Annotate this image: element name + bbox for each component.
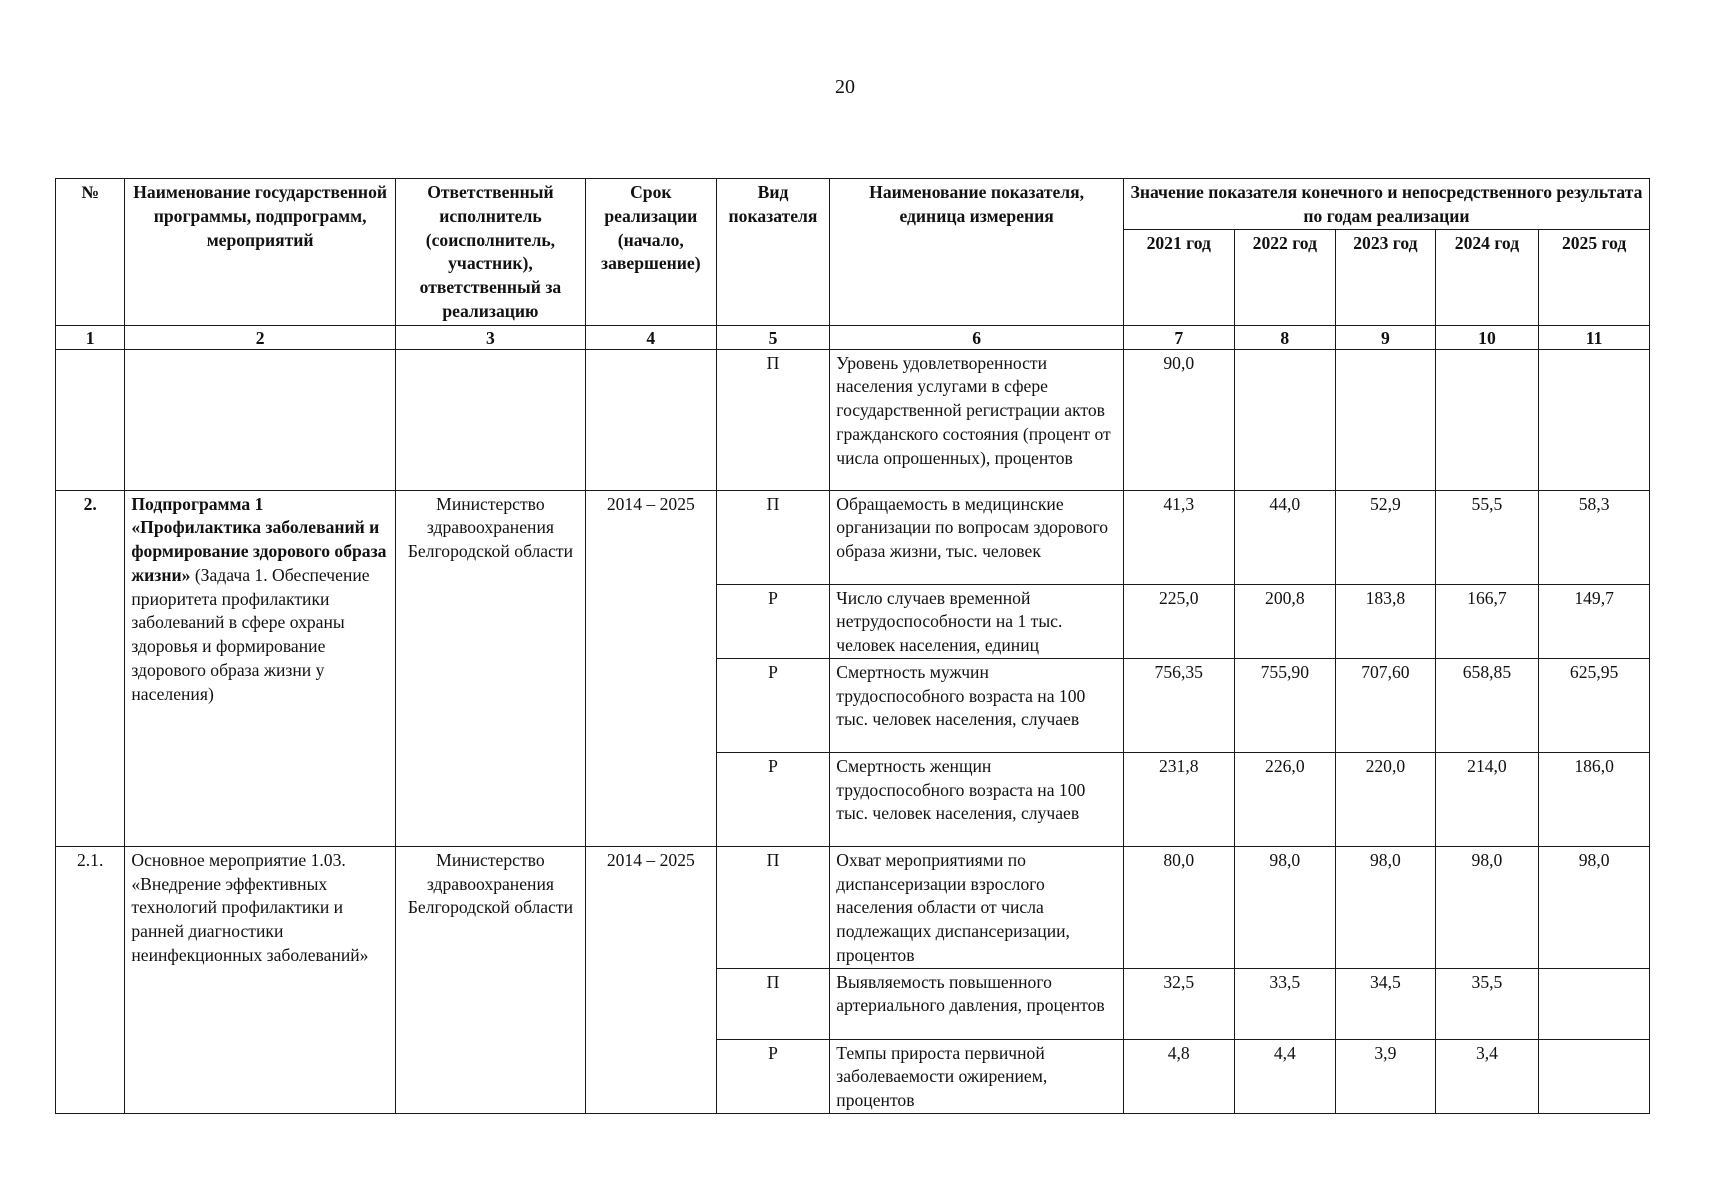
column-number: 10 xyxy=(1435,325,1539,349)
row-name xyxy=(125,349,396,490)
column-number: 9 xyxy=(1336,325,1436,349)
indicator-value xyxy=(1435,349,1539,490)
table-row xyxy=(56,846,1650,968)
column-number: 6 xyxy=(830,325,1124,349)
row-term xyxy=(585,349,716,490)
indicator-value: 58,3 xyxy=(1539,490,1650,584)
subprogram-task: (Задача 1. Обеспечение приоритета профилактики заболеваний в сфере охраны здоровья и формирование здорового образа жизни у населения) xyxy=(131,564,370,704)
table-row xyxy=(56,490,1650,584)
indicator-value: 225,0 xyxy=(1123,584,1234,658)
header-name: Наименование государственной программы, подпрограмм, мероприятий xyxy=(125,179,396,326)
header-year-2025: 2025 год xyxy=(1539,229,1650,325)
header-year-2021: 2021 год xyxy=(1123,229,1234,325)
indicator-value: 98,0 xyxy=(1234,846,1336,968)
indicator-text: Смертность мужчин трудоспособного возраста на 100 тыс. человек населения, случаев xyxy=(830,658,1124,752)
column-number: 8 xyxy=(1234,325,1336,349)
indicator-value: 625,95 xyxy=(1539,658,1650,752)
indicator-text: Охват мероприятиями по диспансеризации взрослого населения области от числа подлежащих диспансеризации, процентов xyxy=(830,846,1124,968)
program-indicators-table xyxy=(55,178,1650,1114)
indicator-value: 32,5 xyxy=(1123,968,1234,1039)
column-number: 4 xyxy=(585,325,716,349)
indicator-value: 98,0 xyxy=(1539,846,1650,968)
row-number: 2. xyxy=(56,490,125,846)
indicator-type: П xyxy=(716,846,830,968)
header-year-2022: 2022 год xyxy=(1234,229,1336,325)
indicator-value: 149,7 xyxy=(1539,584,1650,658)
indicator-value xyxy=(1539,968,1650,1039)
indicator-value: 214,0 xyxy=(1435,752,1539,846)
column-number: 2 xyxy=(125,325,396,349)
indicator-value: 707,60 xyxy=(1336,658,1436,752)
indicator-text: Обращаемость в медицинские организации по вопросам здорового образа жизни, тыс. человек xyxy=(830,490,1124,584)
indicator-value: 44,0 xyxy=(1234,490,1336,584)
header-type: Вид показателя xyxy=(716,179,830,326)
indicator-type: П xyxy=(716,490,830,584)
indicator-text: Выявляемость повышенного артериального давления, процентов xyxy=(830,968,1124,1039)
row-executor xyxy=(395,349,585,490)
indicator-value: 220,0 xyxy=(1336,752,1436,846)
indicator-value: 226,0 xyxy=(1234,752,1336,846)
header-values-group: Значение показателя конечного и непосредственного результата по годам реализации xyxy=(1123,179,1649,230)
subprogram-title: Подпрограмма 1 «Профилактика заболеваний и формирование здорового образа жизни» xyxy=(131,493,387,585)
row-name xyxy=(125,490,396,846)
header-no: № xyxy=(56,179,125,326)
header-year-2023: 2023 год xyxy=(1336,229,1436,325)
indicator-value xyxy=(1539,1039,1650,1113)
row-executor: Министерство здравоохранения Белгородской области xyxy=(395,490,585,846)
indicator-value: 4,4 xyxy=(1234,1039,1336,1113)
header-indicator: Наименование показателя, единица измерения xyxy=(830,179,1124,326)
indicator-value: 3,4 xyxy=(1435,1039,1539,1113)
indicator-value: 186,0 xyxy=(1539,752,1650,846)
indicator-text: Темпы прироста первичной заболеваемости ожирением, процентов xyxy=(830,1039,1124,1113)
column-number: 7 xyxy=(1123,325,1234,349)
column-number: 11 xyxy=(1539,325,1650,349)
indicator-value: 658,85 xyxy=(1435,658,1539,752)
indicator-value: 3,9 xyxy=(1336,1039,1436,1113)
indicator-value: 52,9 xyxy=(1336,490,1436,584)
indicator-value: 166,7 xyxy=(1435,584,1539,658)
indicator-value: 98,0 xyxy=(1435,846,1539,968)
indicator-value: 4,8 xyxy=(1123,1039,1234,1113)
row-term: 2014 – 2025 xyxy=(585,846,716,1113)
indicator-text: Число случаев временной нетрудоспособности на 1 тыс. человек населения, единиц xyxy=(830,584,1124,658)
indicator-value xyxy=(1336,349,1436,490)
indicator-type: Р xyxy=(716,658,830,752)
column-number: 3 xyxy=(395,325,585,349)
indicator-type: Р xyxy=(716,1039,830,1113)
indicator-value: 90,0 xyxy=(1123,349,1234,490)
page-number: 20 xyxy=(835,76,855,98)
indicator-value: 756,35 xyxy=(1123,658,1234,752)
indicator-value: 200,8 xyxy=(1234,584,1336,658)
indicator-value: 34,5 xyxy=(1336,968,1436,1039)
indicator-type: Р xyxy=(716,752,830,846)
header-executor: Ответственный исполнитель (соисполнитель, участник), ответственный за реализацию xyxy=(395,179,585,326)
indicator-value xyxy=(1539,349,1650,490)
row-term: 2014 – 2025 xyxy=(585,490,716,846)
indicator-text: Смертность женщин трудоспособного возраста на 100 тыс. человек населения, случаев xyxy=(830,752,1124,846)
indicator-type: Р xyxy=(716,584,830,658)
indicator-text: Уровень удовлетворенности населения услугами в сфере государственной регистрации актов гражданского состояния (процент от числа опрошенных), процентов xyxy=(830,349,1124,490)
row-executor: Министерство здравоохранения Белгородской области xyxy=(395,846,585,1113)
indicator-type: П xyxy=(716,968,830,1039)
indicator-value: 55,5 xyxy=(1435,490,1539,584)
indicator-value: 41,3 xyxy=(1123,490,1234,584)
indicator-value: 80,0 xyxy=(1123,846,1234,968)
column-number: 1 xyxy=(56,325,125,349)
indicator-value: 183,8 xyxy=(1336,584,1436,658)
indicator-value xyxy=(1234,349,1336,490)
indicator-value: 98,0 xyxy=(1336,846,1436,968)
header-year-2024: 2024 год xyxy=(1435,229,1539,325)
row-number: 2.1. xyxy=(56,846,125,1113)
indicator-type: П xyxy=(716,349,830,490)
indicator-value: 755,90 xyxy=(1234,658,1336,752)
column-number: 5 xyxy=(716,325,830,349)
indicator-value: 33,5 xyxy=(1234,968,1336,1039)
indicator-value: 231,8 xyxy=(1123,752,1234,846)
header-term: Срок реализации (начало, завершение) xyxy=(585,179,716,326)
row-name: Основное мероприятие 1.03. «Внедрение эффективных технологий профилактики и ранней диагностики неинфекционных заболеваний» xyxy=(125,846,396,1113)
indicator-value: 35,5 xyxy=(1435,968,1539,1039)
row-number xyxy=(56,349,125,490)
table-row xyxy=(56,349,1650,490)
